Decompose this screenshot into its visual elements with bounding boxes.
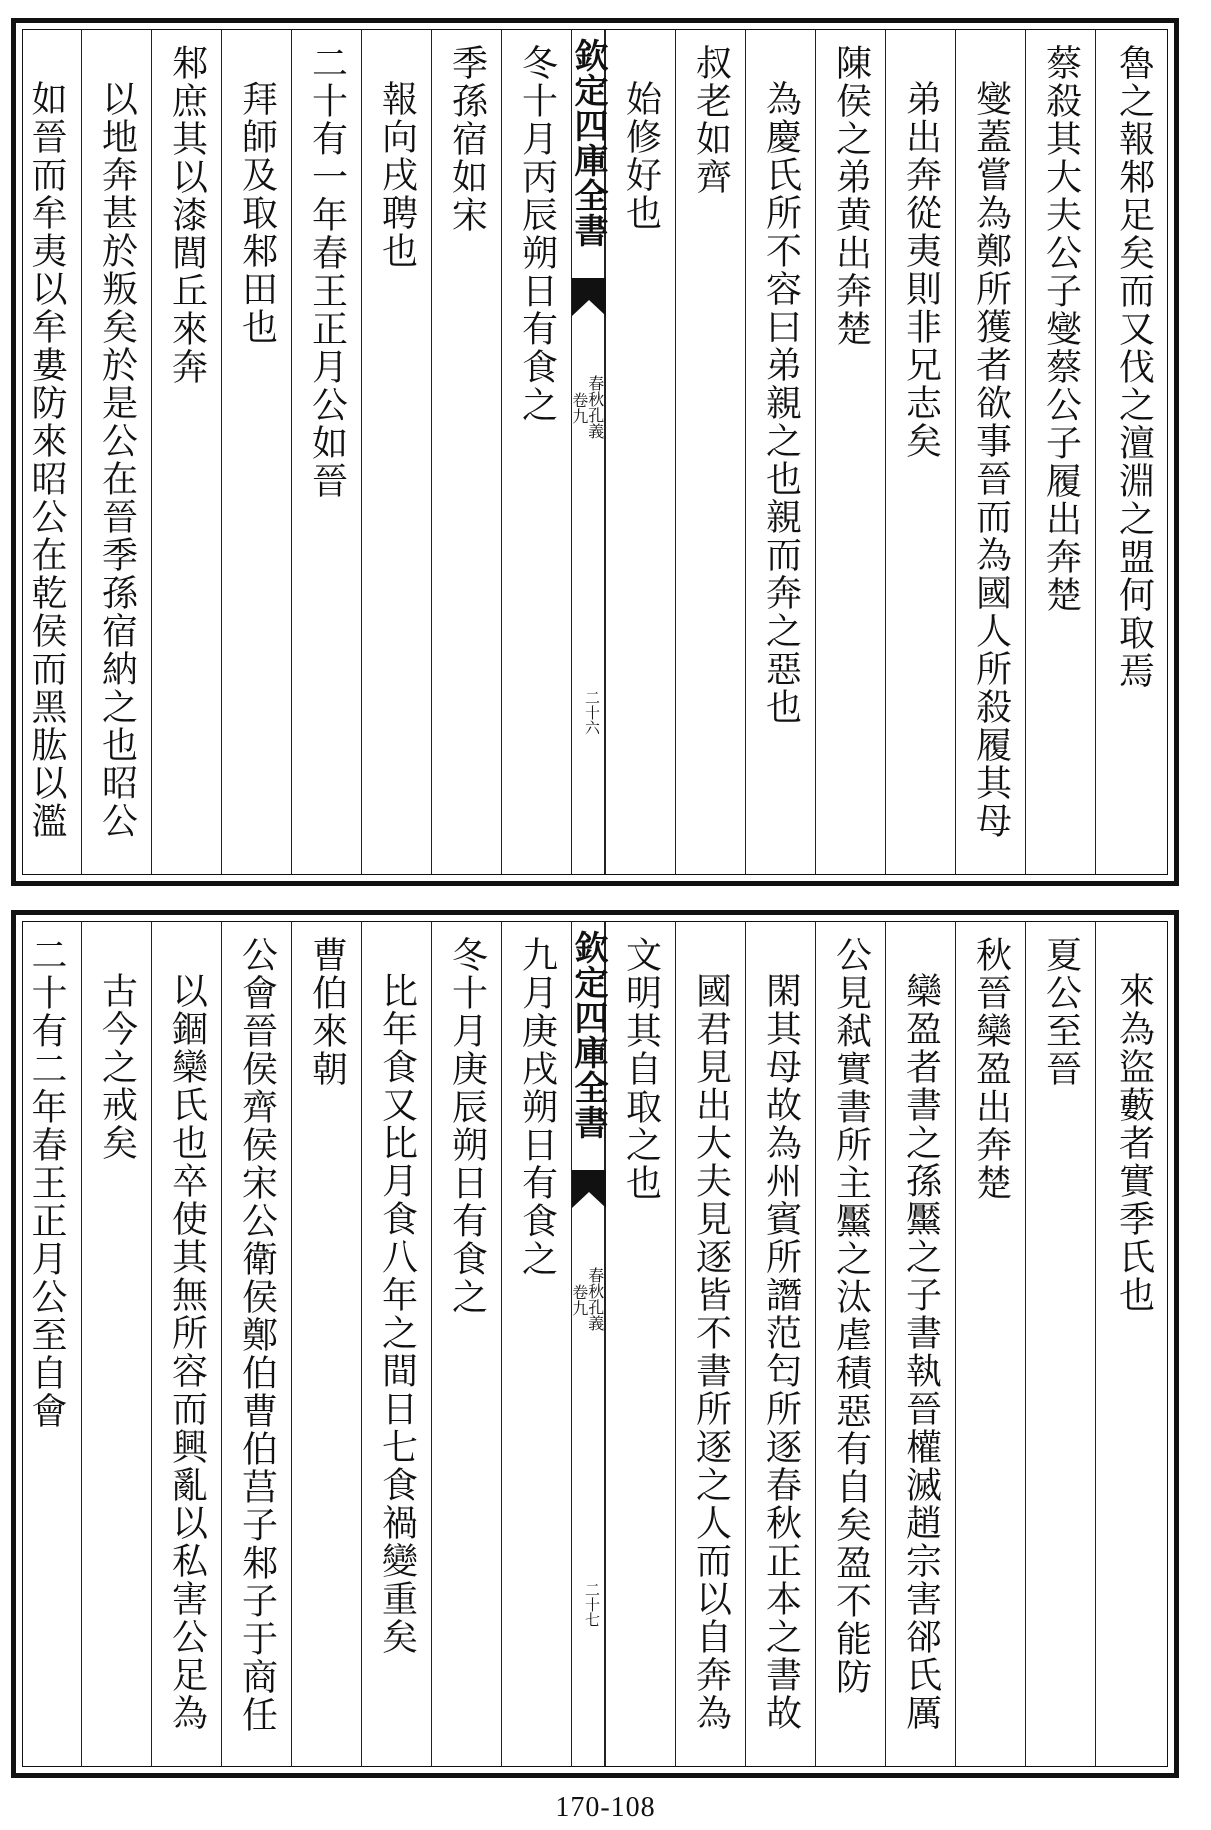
top-page-frame <box>22 29 1168 875</box>
column-text: 九月庚戌朔日有食之 <box>516 936 558 1278</box>
page-footer-number: 170-108 <box>555 1792 656 1823</box>
column-text: 為慶氏所不容曰弟親之也親而奔之惡也 <box>760 80 802 726</box>
column-text: 報向戌聘也 <box>376 80 418 270</box>
center-book-title: 春秋孔義 <box>585 375 605 439</box>
column-text: 公見弒實書所主黶之汰虐積惡有自矣盈不能防 <box>830 936 872 1696</box>
column-text: 欒盈者書之孫黶之子書執晉權滅趙宗害郤氏厲 <box>900 972 942 1732</box>
text-column <box>675 30 745 874</box>
center-book-title: 春秋孔義 <box>585 1267 605 1331</box>
column-text: 二十有一年春王正月公如晉 <box>306 44 348 500</box>
center-title: 欽定四庫全書 <box>568 38 608 248</box>
column-text: 魯之報邾足矣而又伐之澶淵之盟何取焉 <box>1113 44 1155 690</box>
center-page-number: 二十六 <box>583 690 601 735</box>
column-text: 秋晉欒盈出奔楚 <box>970 936 1012 1202</box>
center-margin-column <box>568 30 608 874</box>
column-text: 始修好也 <box>620 80 662 232</box>
text-column <box>431 922 501 1766</box>
center-margin-column <box>568 922 608 1766</box>
text-column <box>151 30 221 874</box>
text-column <box>291 922 361 1766</box>
column-text: 二十有二年春王正月公至自會 <box>26 936 67 1430</box>
column-text: 拜師及取邾田也 <box>236 80 278 346</box>
column-text: 曹伯來朝 <box>306 936 348 1088</box>
column-text: 以錮欒氏也卒使其無所容而興亂以私害公足為 <box>166 972 208 1732</box>
text-column <box>361 922 431 1766</box>
column-text: 邾庶其以漆閭丘來奔 <box>166 44 208 386</box>
center-page-number: 二十七 <box>583 1582 601 1627</box>
fish-tail-mark <box>572 278 606 316</box>
text-column <box>885 922 955 1766</box>
text-column <box>221 30 291 874</box>
text-column <box>431 30 501 874</box>
text-column <box>605 30 675 874</box>
bottom-page-panel <box>11 910 1179 1778</box>
top-page-panel <box>11 18 1179 886</box>
column-text: 蔡殺其大夫公子燮蔡公子履出奔楚 <box>1040 44 1082 614</box>
center-volume: 卷九 <box>569 392 589 424</box>
text-column <box>1025 922 1095 1766</box>
column-text: 夏公至晉 <box>1040 936 1082 1088</box>
text-column <box>815 922 885 1766</box>
column-text: 文明其自取之也 <box>620 936 662 1202</box>
column-text: 比年食又比月食八年之間日七食禍變重矣 <box>376 972 418 1656</box>
column-text: 公會晉侯齊侯宋公衛侯鄭伯曹伯莒子邾子于商任 <box>236 936 278 1734</box>
text-column <box>81 30 151 874</box>
text-column <box>1095 922 1171 1766</box>
text-column <box>81 922 151 1766</box>
text-column <box>745 922 815 1766</box>
text-column <box>885 30 955 874</box>
fish-tail-mark <box>572 1170 606 1208</box>
text-column <box>955 922 1025 1766</box>
column-text: 弟出奔從夷則非兄志矣 <box>900 80 942 460</box>
text-column <box>221 922 291 1766</box>
text-column <box>815 30 885 874</box>
text-column <box>1095 30 1171 874</box>
bottom-page-frame <box>22 921 1168 1767</box>
text-column <box>955 30 1025 874</box>
text-column <box>745 30 815 874</box>
column-text: 國君見出大夫見逐皆不書所逐之人而以自奔為 <box>690 972 732 1732</box>
text-column <box>361 30 431 874</box>
text-column <box>11 30 81 874</box>
column-text: 閑其母故為州賓所譖范匄所逐春秋正本之書故 <box>760 972 802 1732</box>
text-column <box>11 922 81 1766</box>
text-column <box>675 922 745 1766</box>
text-column <box>605 922 675 1766</box>
text-column <box>1025 30 1095 874</box>
text-column <box>291 30 361 874</box>
column-text: 陳侯之弟黄出奔楚 <box>830 44 872 348</box>
column-text: 冬十月庚辰朔日有食之 <box>446 936 488 1316</box>
column-text: 季孫宿如宋 <box>446 44 488 234</box>
column-text: 以地奔甚於叛矣於是公在晉季孫宿納之也昭公 <box>96 80 138 840</box>
center-volume: 卷九 <box>569 1284 589 1316</box>
text-column <box>151 922 221 1766</box>
column-text: 古今之戒矣 <box>96 972 138 1162</box>
center-title: 欽定四庫全書 <box>568 930 608 1140</box>
text-column <box>501 922 571 1766</box>
column-text: 叔老如齊 <box>690 44 732 196</box>
text-column <box>501 30 571 874</box>
column-text: 如晉而牟夷以牟婁防來昭公在乾侯而黑肱以濫 <box>26 80 67 840</box>
column-text: 燮蓋嘗為鄭所獲者欲事晉而為國人所殺履其母 <box>970 80 1012 840</box>
column-text: 冬十月丙辰朔日有食之 <box>516 44 558 424</box>
column-text: 來為盜藪者實季氏也 <box>1113 972 1155 1314</box>
